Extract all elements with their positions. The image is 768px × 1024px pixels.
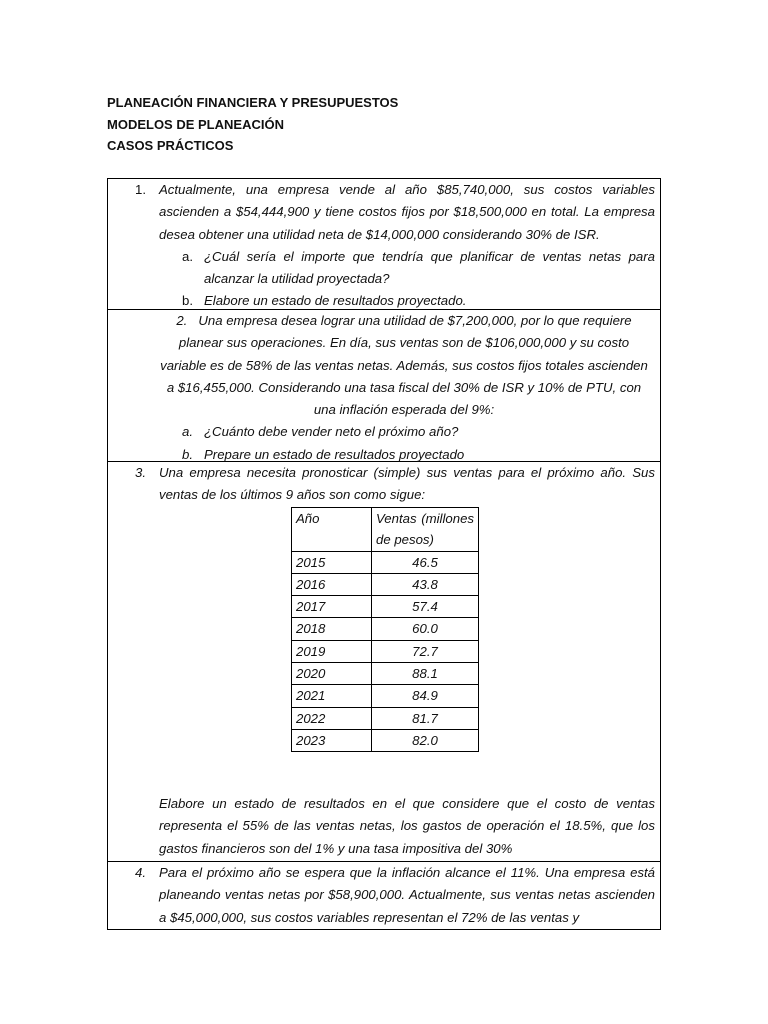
case-2-text: Una empresa desea lograr una utilidad de $7,200,000, por lo que requiere planear sus operaciones. En día, sus ventas son de $106,000,000 y su costo variable es de 58% de las ventas netas. Además, sus costos fijos totales ascienden a $16,455,000. Considerando una tasa fiscal del 30% de ISR y 10% de PTU, con una inflación esperada del 9%:	[160, 313, 648, 418]
table-row	[292, 640, 479, 662]
case-4-box	[107, 862, 661, 930]
year-cell: 2023	[292, 729, 372, 751]
case-1-b-letter: b.	[182, 293, 193, 309]
case-2-statement	[108, 310, 660, 421]
case-2-b-text: Prepare un estado de resultados proyectado	[204, 446, 465, 462]
table-row	[292, 729, 479, 751]
case-2-a-letter: a.	[182, 424, 193, 440]
table-header-row	[292, 508, 479, 552]
case-3-text: Una empresa necesita pronosticar (simple) sus ventas para el próximo año. Sus ventas de los últimos 9 años son como sigue:	[159, 465, 655, 503]
case-1-question-a	[108, 246, 660, 291]
sales-cell: 43.8	[372, 573, 479, 595]
case-3-closing-text: Elabore un estado de resultados en el que considere que el costo de ventas representa el 55% de las ventas netas, los gastos de operación el 18.5%, que los gastos financieros son del 1% y una tasa impositiva del 30%	[159, 796, 655, 856]
year-cell: 2021	[292, 685, 372, 707]
year-cell: 2015	[292, 551, 372, 573]
sales-cell: 46.5	[372, 551, 479, 573]
year-cell: 2016	[292, 573, 372, 595]
table-row	[292, 573, 479, 595]
case-2-a-text: ¿Cuánto debe vender neto el próximo año?	[204, 424, 459, 440]
case-2-b-letter: b.	[182, 446, 193, 462]
sales-table	[291, 507, 479, 752]
case-3-statement	[108, 462, 660, 507]
sales-cell: 81.7	[372, 707, 479, 729]
section-title: CASOS PRÁCTICOS	[107, 138, 234, 153]
case-4-statement	[108, 862, 660, 929]
case-2-number: 2.	[176, 313, 188, 328]
sales-cell: 88.1	[372, 663, 479, 685]
case-1-text: Actualmente, una empresa vende al año $85,740,000, sus costos variables ascienden a $54,444,900 y tiene costos fijos por $18,500,000 en total. La empresa desea obtener una utilidad neta de $14,000,000 considerando 30% de ISR.	[159, 182, 655, 242]
table-row	[292, 663, 479, 685]
sales-cell: 82.0	[372, 729, 479, 751]
year-cell: 2018	[292, 618, 372, 640]
case-2-box	[107, 310, 661, 462]
case-4-number: 4.	[135, 865, 146, 880]
course-title: PLANEACIÓN FINANCIERA Y PRESUPUESTOS	[107, 95, 399, 110]
case-1-box	[107, 178, 661, 310]
table-row	[292, 707, 479, 729]
year-cell: 2019	[292, 640, 372, 662]
case-1-a-text: ¿Cuál sería el importe que tendría que planificar de ventas netas para alcanzar la utilidad proyectada?	[204, 248, 655, 287]
case-4-text: Para el próximo año se espera que la inflación alcance el 11%. Una empresa está planeando ventas netas por $58,900,000. Actualmente, sus ventas netas ascienden a $45,000,000, sus costos variables representan el 72% de las ventas y	[159, 865, 655, 925]
case-2-question-a	[108, 421, 660, 443]
case-3-box	[107, 462, 661, 862]
year-column-header: Año	[292, 508, 372, 552]
sales-column-header: Ventas (millones de pesos)	[372, 508, 479, 552]
document-header	[107, 92, 398, 157]
case-3-instructions	[108, 793, 660, 860]
sales-cell: 57.4	[372, 596, 479, 618]
year-cell: 2017	[292, 596, 372, 618]
year-cell: 2020	[292, 663, 372, 685]
sales-cell: 72.7	[372, 640, 479, 662]
unit-title: MODELOS DE PLANEACIÓN	[107, 116, 284, 132]
case-3-number: 3.	[135, 465, 146, 480]
case-1-b-text: Elabore un estado de resultados proyectado.	[204, 293, 467, 309]
sales-cell: 60.0	[372, 618, 479, 640]
case-1-number: 1.	[135, 182, 146, 197]
table-row	[292, 596, 479, 618]
case-1-a-letter: a.	[182, 248, 193, 264]
table-row	[292, 551, 479, 573]
table-row	[292, 618, 479, 640]
year-cell: 2022	[292, 707, 372, 729]
table-row	[292, 685, 479, 707]
sales-cell: 84.9	[372, 685, 479, 707]
case-1-statement	[108, 179, 660, 246]
